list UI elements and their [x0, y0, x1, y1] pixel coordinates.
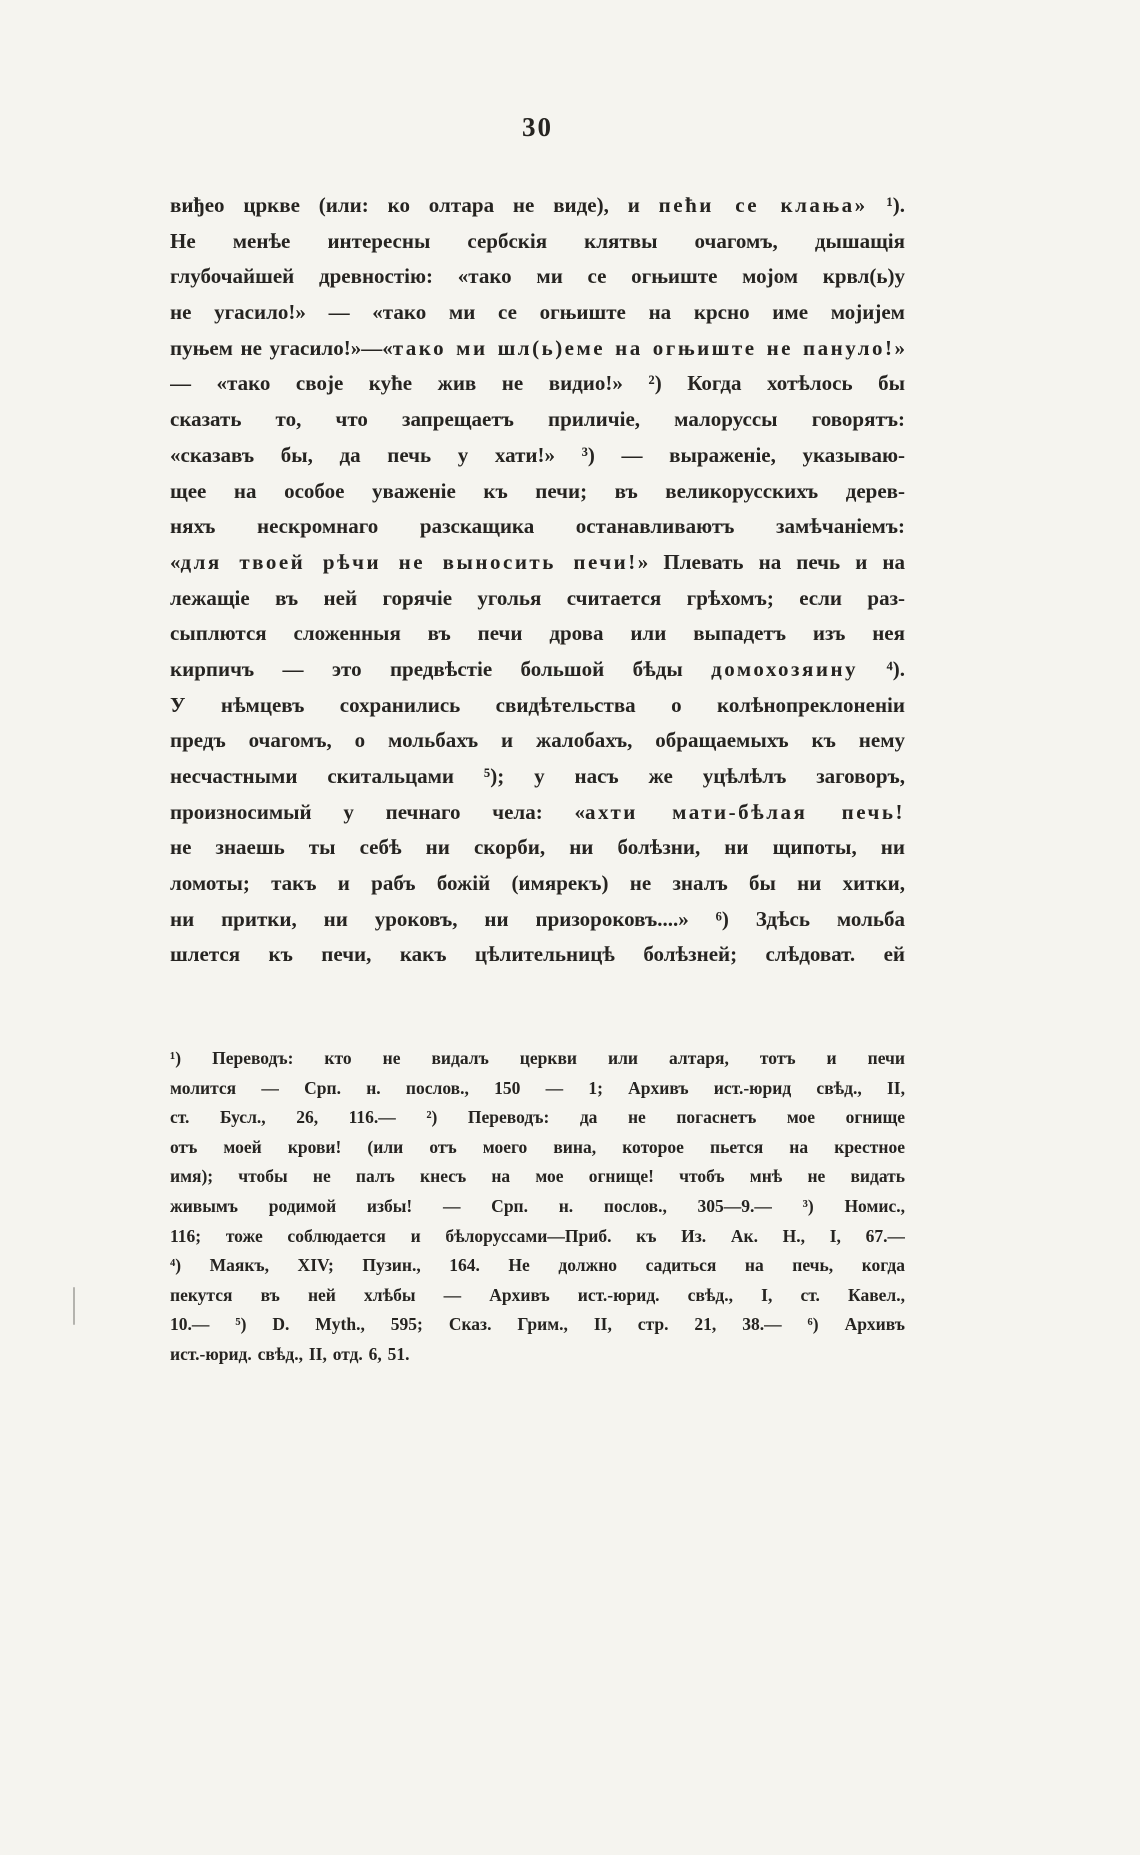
text-line: [170, 474, 905, 510]
text-segment: «сказавъ бы, да печь у хати!» ³) — выраженіе, указываю-: [170, 442, 905, 467]
text-segment: пуњем не угасило!»—«: [170, 335, 393, 360]
text-line: [170, 616, 905, 652]
text-line: [170, 759, 905, 795]
text-line: [170, 723, 905, 759]
text-segment: тако ми шл(ь)еме на огњиште не пануло!: [392, 335, 895, 360]
text-line: [170, 795, 905, 831]
page-number: 30: [522, 112, 553, 142]
text-segment: «: [170, 549, 181, 574]
text-segment: для твоей рѣчи не выносить печи!: [180, 549, 638, 574]
footnote-line: [170, 1310, 905, 1340]
text-segment: домохозяину: [711, 656, 859, 681]
footnotes-block: [170, 1044, 905, 1370]
text-line: [170, 509, 905, 545]
text-segment: ни притки, ни уроковъ, ни призороковъ....» ⁶) Здѣсь мольба: [170, 906, 905, 931]
text-segment: виђео цркве (или: ко олтара не виде), и: [170, 193, 659, 217]
text-line: [170, 866, 905, 902]
text-segment: отъ моей крови! (или отъ моего вина, которое пьется на крестное: [170, 1136, 905, 1157]
text-line: [170, 188, 905, 224]
main-text-block: [170, 188, 905, 973]
text-segment: 10.— ⁵) D. Myth., 595; Сказ. Грим., II, стр. 21, 38.— ⁶) Архивъ: [170, 1314, 905, 1335]
text-line: [170, 295, 905, 331]
text-line: [170, 652, 905, 688]
scan-artifact-mark: [73, 1287, 75, 1325]
text-segment: шлется къ печи, какъ цѣлительницѣ болѣзней; слѣдоват. ей: [170, 942, 905, 967]
text-segment: не угасило!» — «тако ми се огњиште на крсно име мојијем: [170, 300, 905, 325]
footnote-line: [170, 1162, 905, 1192]
text-segment: Не менѣе интересны сербскія клятвы очагомъ, дышащія: [170, 228, 905, 253]
footnote-line: [170, 1133, 905, 1163]
text-line: [170, 830, 905, 866]
text-line: [170, 402, 905, 438]
text-segment: не знаешь ты себѣ ни скорби, ни болѣзни, ни щипоты, ни: [170, 835, 905, 860]
text-segment: ст. Бусл., 26, 116.— ²) Переводъ: да не погаснетъ мое огнище: [170, 1107, 905, 1128]
footnote-line: [170, 1074, 905, 1104]
footnote-line: [170, 1340, 905, 1370]
text-segment: живымъ родимой избы! — Срп. н. послов., 305—9.— ³) Номис.,: [170, 1195, 905, 1216]
text-segment: кирпичъ — это предвѣстіе большой бѣды: [170, 656, 712, 681]
text-line: [170, 937, 905, 973]
text-segment: » Плевать на печь и на: [637, 549, 905, 574]
text-line: [170, 366, 905, 402]
text-segment: сыплются сложенныя въ печи дрова или выпадетъ изъ нея: [170, 621, 905, 646]
text-segment: пекутся въ ней хлѣбы — Архивъ ист.-юрид. свѣд., I, ст. Кавел.,: [170, 1284, 905, 1305]
text-segment: ломоты; такъ и рабъ божій (имярекъ) не зналъ бы ни хитки,: [170, 871, 905, 896]
text-segment: — «тако своје куће жив не видио!» ²) Когда хотѣлось бы: [170, 371, 905, 396]
text-segment: несчастными скитальцами ⁵); у насъ же уцѣлѣлъ заговоръ,: [170, 764, 905, 788]
text-line: [170, 224, 905, 260]
footnote-line: [170, 1192, 905, 1222]
text-segment: ⁴).: [858, 656, 905, 681]
text-segment: пећи се клања»: [658, 193, 868, 217]
footnote-line: [170, 1044, 905, 1074]
text-segment: 116; тоже соблюдается и бѣлоруссами—Приб. къ Из. Ак. Н., I, 67.—: [170, 1225, 905, 1246]
text-segment: ¹) Переводъ: кто не видалъ церкви или алтаря, тотъ и печи: [170, 1048, 905, 1068]
text-segment: предъ очагомъ, о мольбахъ и жалобахъ, обращаемыхъ къ нему: [170, 728, 905, 753]
text-segment: щее на особое уваженіе къ печи; въ великорусскихъ дерев-: [170, 478, 905, 503]
text-segment: глубочайшей древностію: «тако ми се огњиште мојом крвл(ь)у: [170, 264, 905, 289]
footnote-line: [170, 1103, 905, 1133]
footnote-line: [170, 1222, 905, 1252]
text-segment: У нѣмцевъ сохранились свидѣтельства о колѣнопреклоненіи: [170, 692, 905, 717]
text-line: [170, 331, 905, 367]
text-segment: молится — Срп. н. послов., 150 — 1; Архивъ ист.-юрид свѣд., II,: [170, 1077, 905, 1098]
footnote-line: [170, 1281, 905, 1311]
text-line: [170, 581, 905, 617]
text-segment: имя); чтобы не палъ кнесъ на мое огнище! чтобъ мнѣ не видать: [170, 1166, 905, 1187]
text-line: [170, 438, 905, 474]
text-segment: няхъ нескромнаго разскащика останавливаютъ замѣчаніемъ:: [170, 514, 905, 539]
text-segment: ⁴) Маякъ, XIV; Пузин., 164. Не должно садиться на печь, когда: [170, 1255, 905, 1276]
text-line: [170, 545, 905, 581]
text-line: [170, 688, 905, 724]
text-segment: ахти мати-бѣлая печь!: [584, 799, 905, 824]
text-line: [170, 259, 905, 295]
text-segment: произносимый у печнаго чела: «: [170, 799, 585, 824]
text-segment: »: [894, 335, 905, 360]
text-segment: ¹).: [867, 193, 905, 217]
footnote-line: [170, 1251, 905, 1281]
text-segment: ист.-юрид. свѣд., II, отд. 6, 51.: [170, 1343, 410, 1364]
text-segment: лежащіе въ ней горячіе уголья считается грѣхомъ; если раз-: [170, 585, 905, 610]
text-line: [170, 902, 905, 938]
text-segment: сказать то, что запрещаетъ приличіе, малоруссы говорятъ:: [170, 407, 905, 432]
